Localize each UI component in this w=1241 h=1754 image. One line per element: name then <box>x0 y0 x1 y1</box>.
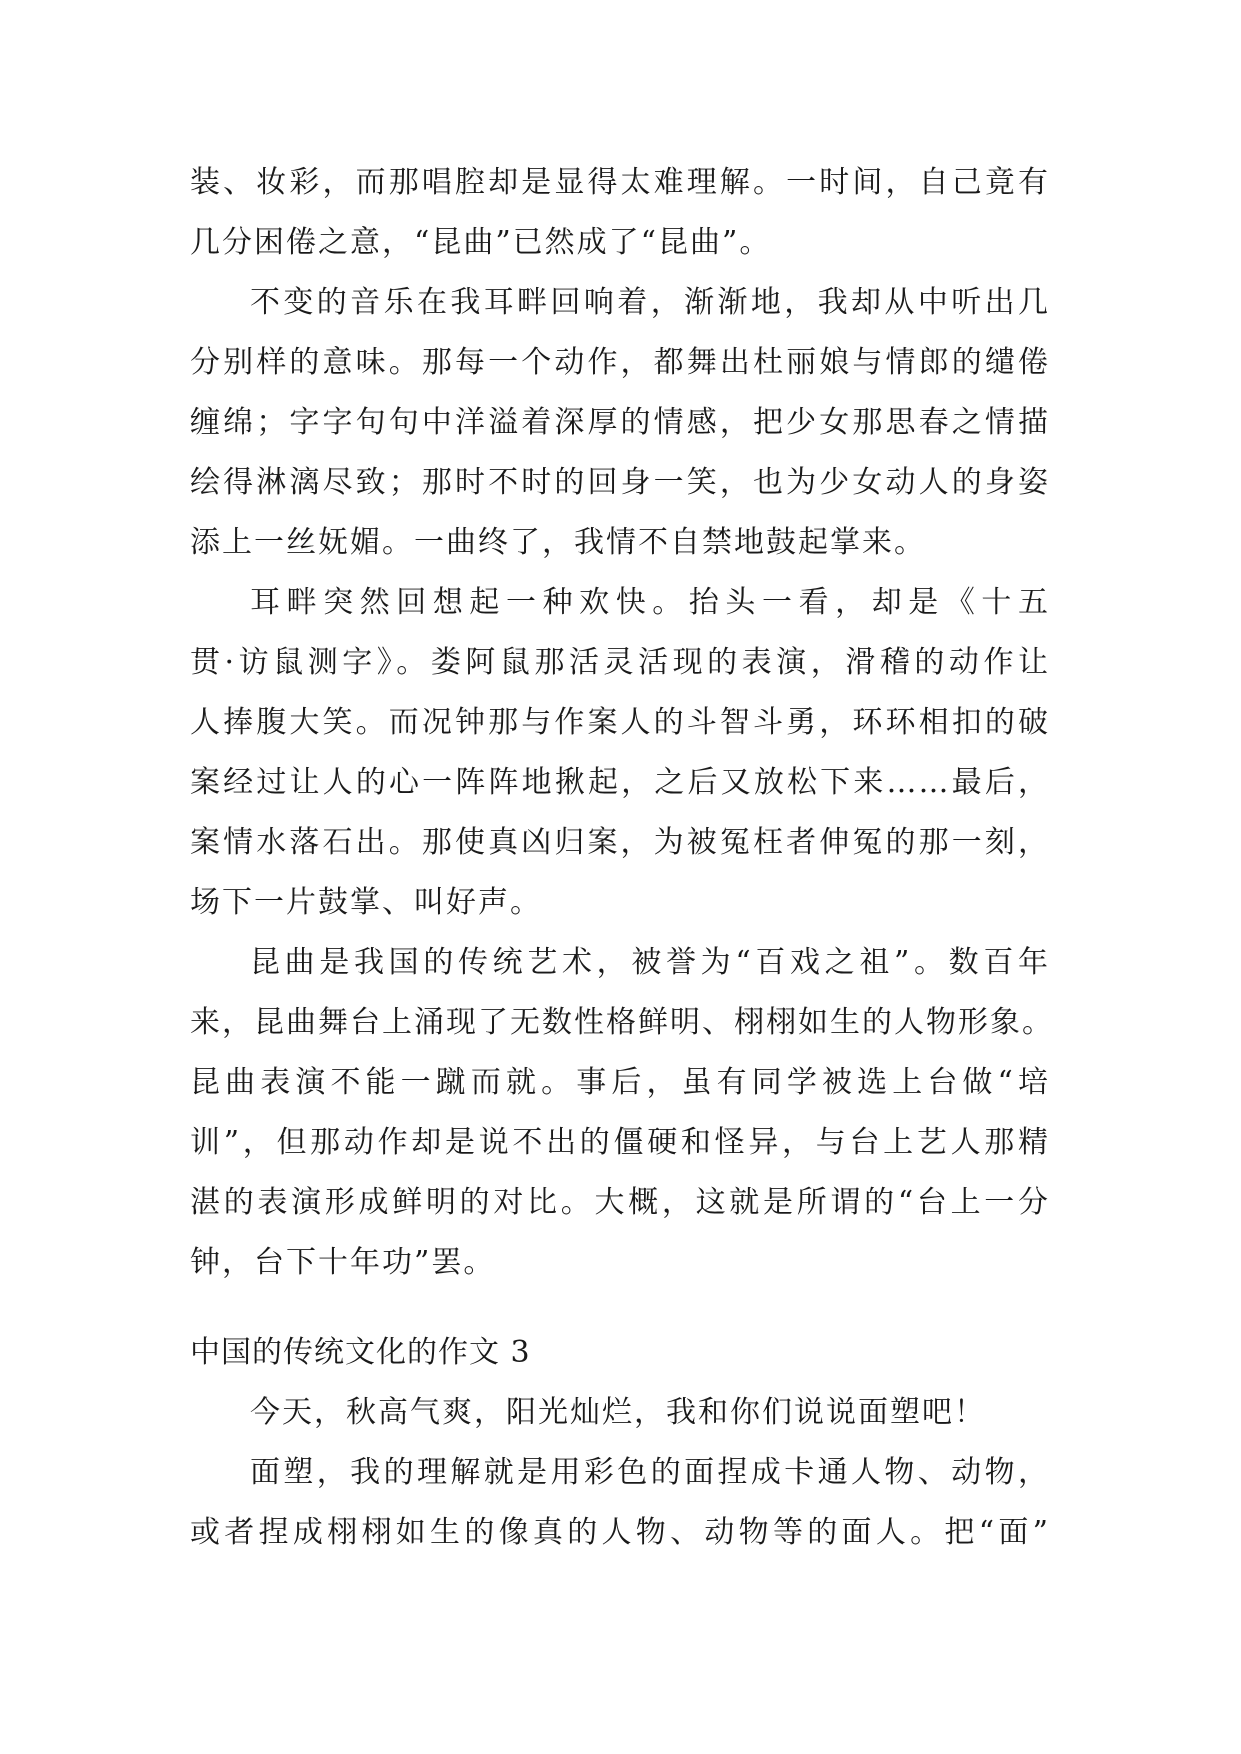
text-line: 或者捏成栩栩如生的像真的人物、动物等的面人。把“面” <box>190 1515 1050 1550</box>
text-line: 昆曲表演不能一蹴而就。事后，虽有同学被选上台做“培 <box>190 1065 1050 1100</box>
text-line: 来，昆曲舞台上涌现了无数性格鲜明、栩栩如生的人物形象。 <box>190 1005 1054 1040</box>
text-line: 案情水落石出。那使真凶归案，为被冤枉者伸冤的那一刻， <box>190 825 1050 860</box>
text-line: 训”，但那动作却是说不出的僵硬和怪异，与台上艺人那精 <box>190 1125 1050 1160</box>
section-heading: 中国的传统文化的作文 3 <box>190 1335 531 1370</box>
text-line: 湛的表演形成鲜明的对比。大概，这就是所谓的“台上一分 <box>190 1185 1050 1220</box>
paragraph-first-line: 耳畔突然回想起一种欢快。抬头一看，却是《十五 <box>250 585 1050 620</box>
text-line: 缠绵；字字句句中洋溢着深厚的情感，把少女那思春之情描 <box>190 405 1050 440</box>
paragraph-first-line: 昆曲是我国的传统艺术，被誉为“百戏之祖”。数百年 <box>250 945 1050 980</box>
text-line: 贯·访鼠测字》。娄阿鼠那活灵活现的表演，滑稽的动作让 <box>190 645 1050 680</box>
text-line: 添上一丝妩媚。一曲终了，我情不自禁地鼓起掌来。 <box>190 525 926 560</box>
text-line: 分别样的意味。那每一个动作，都舞出杜丽娘与情郎的缱倦 <box>190 345 1050 380</box>
paragraph-first-line: 不变的音乐在我耳畔回响着，渐渐地，我却从中听出几 <box>250 285 1050 320</box>
text-line: 装、妆彩，而那唱腔却是显得太难理解。一时间，自己竟有 <box>190 165 1050 200</box>
text-line: 场下一片鼓掌、叫好声。 <box>190 885 542 920</box>
paragraph-first-line: 面塑，我的理解就是用彩色的面捏成卡通人物、动物， <box>250 1455 1050 1490</box>
text-line: 案经过让人的心一阵阵地揪起，之后又放松下来……最后， <box>190 765 1050 800</box>
paragraph-first-line: 今天，秋高气爽，阳光灿烂，我和你们说说面塑吧！ <box>250 1395 986 1430</box>
text-line: 几分困倦之意，“昆曲”已然成了“昆曲”。 <box>190 225 772 260</box>
text-line: 人捧腹大笑。而况钟那与作案人的斗智斗勇，环环相扣的破 <box>190 705 1050 740</box>
text-line: 绘得淋漓尽致；那时不时的回身一笑，也为少女动人的身姿 <box>190 465 1050 500</box>
text-line: 钟，台下十年功”罢。 <box>190 1245 496 1280</box>
